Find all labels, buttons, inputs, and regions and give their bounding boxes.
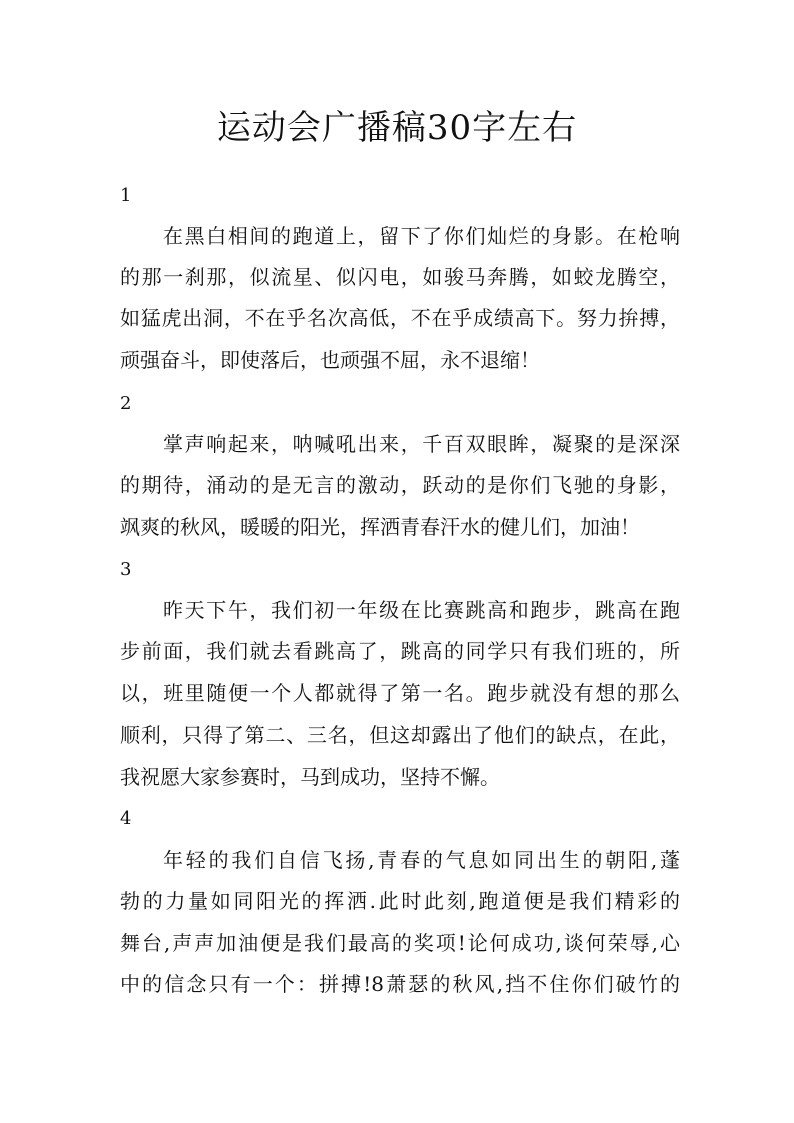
document-title: 运动会广播稿30字左右 — [216, 108, 578, 148]
paragraph-line: 在黑白相间的跑道上，留下了你们灿烂的身影。在枪响 — [163, 224, 680, 248]
paragraph-line: 以，班里随便一个人都就得了第一名。跑步就没有想的那么 — [120, 681, 680, 705]
paragraph-line: 年轻的我们自信飞扬,青春的气息如同出生的朝阳,蓬 — [163, 848, 680, 872]
paragraph-line: 我祝愿大家参赛时，马到成功，坚持不懈。 — [120, 765, 500, 789]
paragraph-line: 步前面，我们就去看跳高了，跳高的同学只有我们班的，所 — [120, 639, 680, 663]
section-number: 2 — [120, 393, 132, 414]
section-number: 3 — [120, 559, 132, 580]
paragraph-line: 的那一刹那，似流星、似闪电，如骏马奔腾，如蛟龙腾空， — [120, 265, 680, 289]
paragraph-line: 飒爽的秋风，暖暖的阳光，挥洒青春汗水的健儿们，加油！ — [120, 515, 640, 539]
section-number: 4 — [120, 808, 132, 829]
paragraph-line: 的期待，涌动的是无言的激动，跃动的是你们飞驰的身影， — [120, 473, 680, 497]
section-number: 1 — [120, 185, 132, 206]
paragraph-line: 中的信念只有一个：拼搏!8萧瑟的秋风,挡不住你们破竹的 — [120, 972, 680, 996]
paragraph-line: 掌声响起来，呐喊吼出来，千百双眼眸，凝聚的是深深 — [163, 432, 680, 456]
paragraph-line: 如猛虎出洞，不在乎名次高低，不在乎成绩高下。努力拚搏， — [120, 306, 680, 330]
paragraph-line: 舞台,声声加油便是我们最高的奖项!论何成功,谈何荣辱,心 — [120, 931, 680, 955]
paragraph-line: 顺利，只得了第二、三名，但这却露出了他们的缺点，在此， — [120, 723, 680, 747]
paragraph-line: 昨天下午，我们初一年级在比赛跳高和跑步，跳高在跑 — [163, 598, 680, 622]
paragraph-line: 勃的力量如同阳光的挥洒.此时此刻,跑道便是我们精彩的 — [120, 889, 680, 913]
paragraph-line: 顽强奋斗，即使落后，也顽强不屈，永不退缩！ — [120, 348, 540, 372]
